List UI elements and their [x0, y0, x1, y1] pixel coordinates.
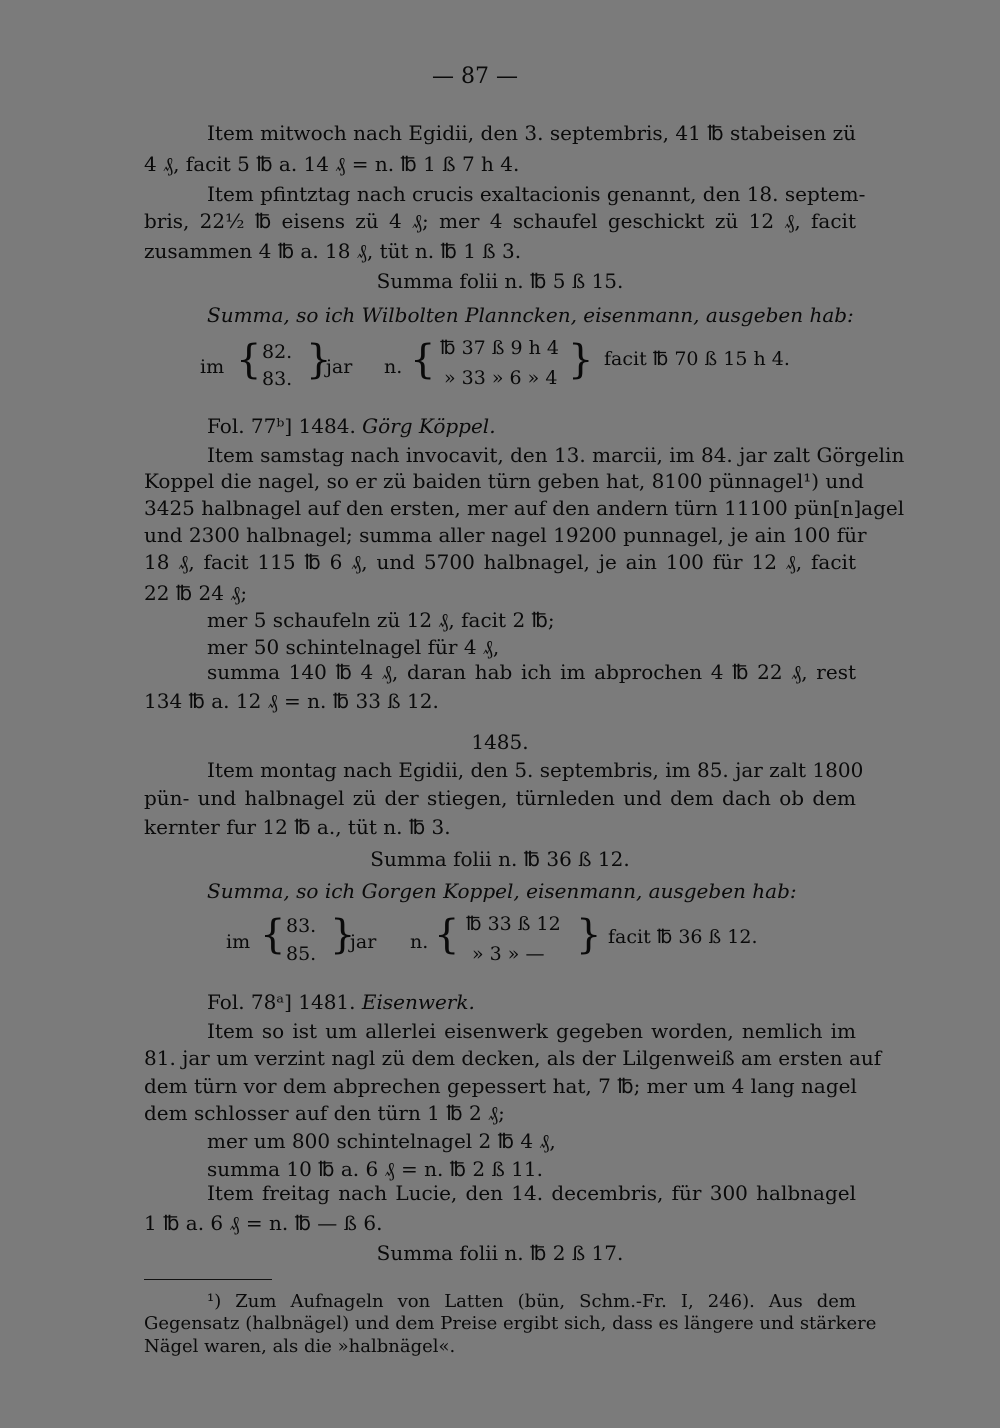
brace-left: { — [410, 337, 436, 383]
text-line: bris, 22½ ℔ eisens zü 4 ₰; mer 4 schaufel geschickt zü 12 ₰, facit — [144, 209, 856, 233]
text-line: 4 ₰, facit 5 ℔ a. 14 ₰ = n. ℔ 1 ß 7 h 4. — [144, 152, 520, 176]
text-line: 18 ₰, facit 115 ℔ 6 ₰, und 5700 halbnagel, je ain 100 für 12 ₰, facit — [144, 550, 856, 574]
text-line: 81. jar um verzint nagl zü dem decken, als der Lilgenweiß am ersten auf — [144, 1046, 882, 1070]
page-number: — 87 — — [432, 64, 518, 89]
brace-right: } — [568, 337, 594, 383]
text-line: summa 140 ℔ 4 ₰, daran hab ich im abprochen 4 ℔ 22 ₰, rest — [207, 660, 856, 684]
brace-left: { — [434, 912, 460, 958]
text-line: 3425 halbnagel auf den ersten, mer auf den andern türn 11100 pün[n]agel — [144, 496, 905, 520]
facit-total: facit ℔ 36 ß 12. — [608, 926, 758, 948]
text-line: zusammen 4 ℔ a. 18 ₰, tüt n. ℔ 1 ß 3. — [144, 239, 522, 263]
folio-number: Fol. 78ᵃ] 1481. — [207, 990, 356, 1014]
brace-right: } — [330, 912, 356, 958]
facit-total: facit ℔ 70 ß 15 h 4. — [604, 348, 790, 370]
year-heading: 1485. — [471, 730, 529, 754]
brace-left: { — [236, 337, 262, 383]
text-line: Item freitag nach Lucie, den 14. decembris, für 300 halbnagel — [207, 1181, 856, 1205]
jar-label: jar — [350, 931, 377, 953]
summa-line: Summa folii n. ℔ 36 ß 12. — [370, 847, 630, 871]
text-line: 134 ℔ a. 12 ₰ = n. ℔ 33 ß 12. — [144, 689, 439, 713]
jar-label: jar — [326, 356, 353, 378]
folio-name: Görg Köppel. — [362, 414, 496, 438]
brace-right: } — [306, 337, 332, 383]
amount-cell: » 3 » — — [472, 943, 545, 965]
text-line: mer 50 schintelnagel für 4 ₰, — [207, 635, 500, 659]
year-cell: 83. — [286, 915, 317, 937]
amount-cell: ℔ 33 ß 12 — [466, 913, 561, 935]
text-line: Koppel die nagel, so er zü baiden türn geben hat, 8100 pünnagel¹) und — [144, 469, 864, 493]
brace-right: } — [576, 912, 602, 958]
folio-label — [207, 413, 496, 439]
text-line: dem schlosser auf den türn 1 ℔ 2 ₰; — [144, 1101, 505, 1125]
folio-name: Eisenwerk. — [361, 990, 475, 1014]
folio-label — [207, 989, 475, 1015]
year-cell: 83. — [262, 368, 293, 390]
folio-number: Fol. 77ᵇ] 1484. — [207, 414, 356, 438]
text-line: 22 ℔ 24 ₰; — [144, 581, 248, 605]
text-line: dem türn vor dem abprechen gepessert hat, 7 ℔; mer um 4 lang nagel — [144, 1074, 857, 1098]
im-label: im — [200, 356, 225, 378]
text-line: 1 ℔ a. 6 ₰ = n. ℔ — ß 6. — [144, 1211, 383, 1235]
text-line: mer 5 schaufeln zü 12 ₰, facit 2 ℔; — [207, 608, 555, 632]
footnote-line: Gegensatz (halbnägel) und dem Preise ergibt sich, dass es längere und stärkere — [144, 1313, 877, 1334]
text-line: mer um 800 schintelnagel 2 ℔ 4 ₰, — [207, 1129, 556, 1153]
year-cell: 82. — [262, 341, 293, 363]
year-cell: 85. — [286, 943, 317, 965]
text-line: Item mitwoch nach Egidii, den 3. septembris, 41 ℔ stabeisen zü — [207, 121, 856, 145]
im-label: im — [226, 931, 251, 953]
summa-line: Summa folii n. ℔ 5 ß 15. — [376, 269, 624, 293]
text-line: Item samstag nach invocavit, den 13. marcii, im 84. jar zalt Görgelin — [207, 443, 905, 467]
summa-line: Summa folii n. ℔ 2 ß 17. — [376, 1241, 624, 1265]
brace-left: { — [260, 912, 286, 958]
text-line: pün- und halbnagel zü der stiegen, türnleden und dem dach ob dem — [144, 786, 856, 810]
footnote-rule — [144, 1279, 272, 1280]
amount-cell: » 33 » 6 » 4 — [444, 367, 558, 389]
footnote-line: Nägel waren, als die »halbnägel«. — [144, 1336, 456, 1357]
section-heading: Summa, so ich Gorgen Koppel, eisenmann, ausgeben hab: — [207, 879, 797, 903]
text-line: kernter fur 12 ℔ a., tüt n. ℔ 3. — [144, 815, 451, 839]
text-line: Item montag nach Egidii, den 5. septembris, im 85. jar zalt 1800 — [207, 758, 864, 782]
section-heading: Summa, so ich Wilbolten Planncken, eisenmann, ausgeben hab: — [207, 303, 854, 327]
text-line: und 2300 halbnagel; summa aller nagel 19200 punnagel, je ain 100 für — [144, 523, 867, 547]
text-line: summa 10 ℔ a. 6 ₰ = n. ℔ 2 ß 11. — [207, 1157, 543, 1181]
n-label: n. — [410, 931, 429, 953]
text-line: Item pfintztag nach crucis exaltacionis genannt, den 18. septem- — [207, 182, 866, 206]
amount-cell: ℔ 37 ß 9 h 4 — [440, 337, 560, 359]
footnote-line: ¹) Zum Aufnageln von Latten (bün, Schm.-Fr. I, 246). Aus dem — [207, 1291, 856, 1312]
text-line: Item so ist um allerlei eisenwerk gegeben worden, nemlich im — [207, 1019, 856, 1043]
n-label: n. — [384, 356, 403, 378]
